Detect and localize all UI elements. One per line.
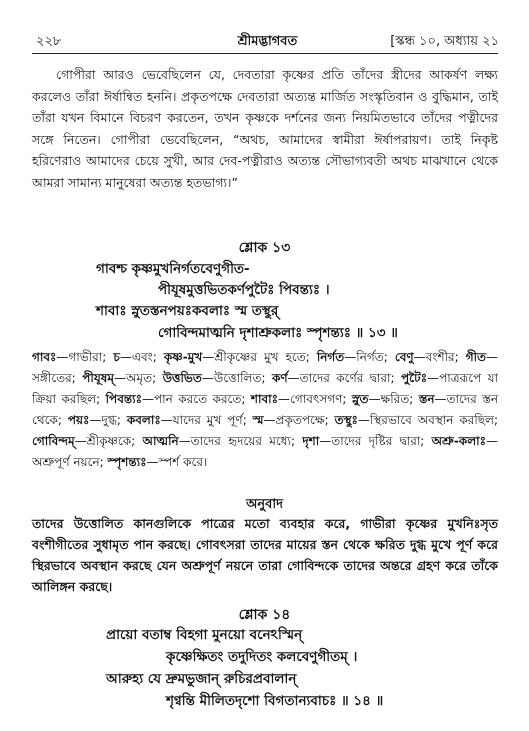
- synonym-meaning: তাদের স্তন থেকে: [32, 392, 499, 427]
- synonym-meaning: প্রকৃতপক্ষে: [275, 413, 325, 427]
- synonym-word: পীযূষম্: [82, 371, 115, 385]
- synonym-word: বেণু: [394, 350, 414, 364]
- verse-14-line-3: আরুহ্য যে দ্রুমভুজান্ রুচিরপ্রবালান্: [106, 671, 297, 687]
- synonym-meaning: অমৃত: [126, 371, 153, 385]
- synonym-meaning: দুগ্ধ: [101, 413, 117, 427]
- synonym-meaning: গাভীরা: [68, 350, 103, 364]
- synonym-word: স্তন: [418, 392, 435, 406]
- synonym-meaning: নির্গত: [356, 350, 384, 364]
- verse-13-line-3: শাবাঃ স্নুতস্তনপয়ঃকবলাঃ স্ম তস্থুর্: [96, 303, 279, 319]
- synonym-meaning: স্থিরভাবে অবস্থান করছিল: [369, 413, 494, 427]
- synonym-word: অশ্রু-কলাঃ: [431, 434, 487, 448]
- synonym-word: কবলাঃ: [126, 413, 161, 427]
- synonym-word: উত্তভিত: [162, 371, 202, 385]
- synonym-meaning: পাত্ররূপে যা ক্রিয়া করছিল: [32, 371, 499, 406]
- synonym-word: তস্থুঃ: [334, 413, 358, 427]
- book-title: শ্রীমদ্ভাগবত: [237, 34, 298, 49]
- synonym-word: কর্ণ: [271, 371, 288, 385]
- synonym-word: স্ম: [252, 413, 264, 427]
- synonym-meaning: এবং: [131, 350, 153, 364]
- synonym-meaning: স্পর্শ করে।: [158, 455, 208, 469]
- synonym-word: পিবন্ত্যঃ: [105, 392, 143, 406]
- synonym-meaning: শ্রীকৃষ্ণকে: [86, 434, 132, 448]
- synonym-meaning: তাদের দৃষ্টির দ্বারা: [331, 434, 421, 448]
- synonym-word: পুটৈঃ: [400, 371, 428, 385]
- synonym-meaning: যাদের মুখ পূর্ণ: [172, 413, 243, 427]
- verse-13-line-4: গোবিন্দমাত্মনি দৃশাশ্রুকলাঃ স্পৃশন্ত্যঃ ॥ ১৩ ॥: [158, 325, 398, 341]
- chapter-reference: [স্কন্ধ ১০, অধ্যায় ২১: [390, 34, 499, 49]
- synonym-word: স্পৃশন্ত্যঃ: [107, 455, 147, 469]
- synonym-meaning: বংশীর: [425, 350, 455, 364]
- synonym-meaning: অশ্রুপূর্ণ নয়নে: [32, 455, 100, 469]
- synonym-word: নির্গত: [316, 350, 345, 364]
- synonym-meaning: সঙ্গীতের: [32, 371, 72, 385]
- synonym-meaning: গোবৎসগণ: [290, 392, 343, 406]
- synonym-word: চ: [113, 350, 120, 364]
- synonym-meaning: শ্রীকৃষ্ণের মুখ হতে: [214, 350, 306, 364]
- verse-14-line-2: কৃষ্ণেক্ষিতং তদুদিতং কলবেণুগীতম্ ।: [166, 649, 358, 665]
- synonym-word: স্নুত: [351, 392, 369, 406]
- synonym-meaning: তাদের কর্ণের দ্বারা: [299, 371, 391, 385]
- synonym-word: গোবিন্দম্: [32, 434, 75, 448]
- synonym-word: আত্মনি: [142, 434, 179, 448]
- synonym-word: গাবঃ: [32, 350, 57, 364]
- synonym-word: শাবাঃ: [250, 392, 279, 406]
- synonym-meaning: তাদের হৃদয়ের মধ্যে: [190, 434, 291, 448]
- synonym-word: পয়ঃ: [67, 413, 90, 427]
- verse-14-line-1: প্রায়ো বতাম্ব বিহগা মুনয়ো বনেঽস্মিন্: [106, 627, 303, 643]
- verse-13-line-2: পীযূষমুত্তভিতকর্ণপুটৈঃ পিবন্ত্যঃ ।: [158, 282, 330, 298]
- page-number: ২২৮: [36, 34, 62, 49]
- verse-13-heading: শ্লোক ১৩: [238, 240, 291, 256]
- synonym-word: কৃষ্ণ-মুখ: [163, 350, 203, 364]
- synonym-word: দৃশা: [302, 434, 320, 448]
- header-rule: [32, 53, 498, 54]
- purport-paragraph: গোপীরা আরও ভেবেছিলেন যে, দেবতারা কৃষ্ণের প্রতি তাঁদের স্ত্রীদের আকর্ষণ লক্ষ্য করলেও তাঁরা ঈর্ষান্বিত হননি। প্রকৃতপক্ষে দেবতারা অত্যন্ত মার্জিত সংস্কৃতিবান ও বুদ্ধিমান, তাই তাঁরা যখন বিমানে বিচরণ করতেন, তখন কৃষ্ণকে দর্শনের জন্য নিয়মিতভাবে তাঁদের পত্নীদের সঙ্গে নিতেন। গোপীরা ভেবেছিলেন, “অথচ, আমাদের স্বামীরা ঈর্ষাপরায়ণ। তাই নিকৃষ্ট হরিণেরাও আমাদের চেয়ে সুখী, আর দেব-পত্নীরাও অত্যন্ত সৌভাগ্যবতী অথচ মাঝখানে থেকে আমরা সামান্য মানুষেরা অত্যন্ত হতভাগ্য।”: [32, 67, 498, 190]
- synonym-meaning: ক্ষরিত: [380, 392, 410, 406]
- verse-14-line-4: শৃণ্বন্তি মীলিতদৃশো বিগতান্যবাচঃ ॥ ১৪ ॥: [166, 693, 384, 709]
- verse-14-heading: শ্লোক ১৪: [238, 607, 291, 623]
- translation-heading: অনুবাদ: [246, 497, 283, 512]
- verse-13-synonyms: গাবঃ—গাভীরা; চ—এবং; কৃষ্ণ-মুখ—শ্রীকৃষ্ণের মুখ হতে; নির্গত—নির্গত; বেণু—বংশীর; গীত—সঙ্গীতের; পীযূষম্—অমৃত; উত্তভিত—উত্তোলিত; কর্ণ—তাদের কর্ণের দ্বারা; পুটৈঃ—পাত্ররূপে যা ক্রিয়া করছিল; পিবন্ত্যঃ—পান করতে করতে; শাবাঃ—গোবৎসগণ; স্নুত—ক্ষরিত; স্তন—তাদের স্তন থেকে; পয়ঃ—দুগ্ধ; কবলাঃ—যাদের মুখ পূর্ণ; স্ম—প্রকৃতপক্ষে; তস্থুঃ—স্থিরভাবে অবস্থান করছিল; গোবিন্দম্—শ্রীকৃষ্ণকে; আত্মনি—তাদের হৃদয়ের মধ্যে; দৃশা—তাদের দৃষ্টির দ্বারা; অশ্রু-কলাঃ—অশ্রুপূর্ণ নয়নে; স্পৃশন্ত্যঃ—স্পর্শ করে।: [32, 350, 499, 469]
- page-header: [36, 32, 499, 52]
- verse-13-line-1: গাবশ্চ কৃষ্ণমুখনির্গতবেণুগীত-: [96, 261, 250, 277]
- synonym-meaning: পান করতে করতে: [154, 392, 242, 406]
- synonym-meaning: উত্তোলিত: [213, 371, 262, 385]
- synonym-word: গীত: [465, 350, 487, 364]
- verse-13-translation: তাদের উত্তোলিত কানগুলিকে পাত্রের মতো ব্যবহার করে, গাভীরা কৃষ্ণের মুখনিঃসৃত বংশীগীতের সুধামৃত পান করছে। গোবৎসরা তাদের মায়ের স্তন থেকে ক্ষরিত দুগ্ধ মুখে পূর্ণ করে স্থিরভাবে অবস্থান করছে যেন অশ্রুপূর্ণ নয়নে তারা গোবিন্দকে তাদের অন্তরে গ্রহণ করে তাঁকে আলিঙ্গন করছে।: [32, 516, 498, 594]
